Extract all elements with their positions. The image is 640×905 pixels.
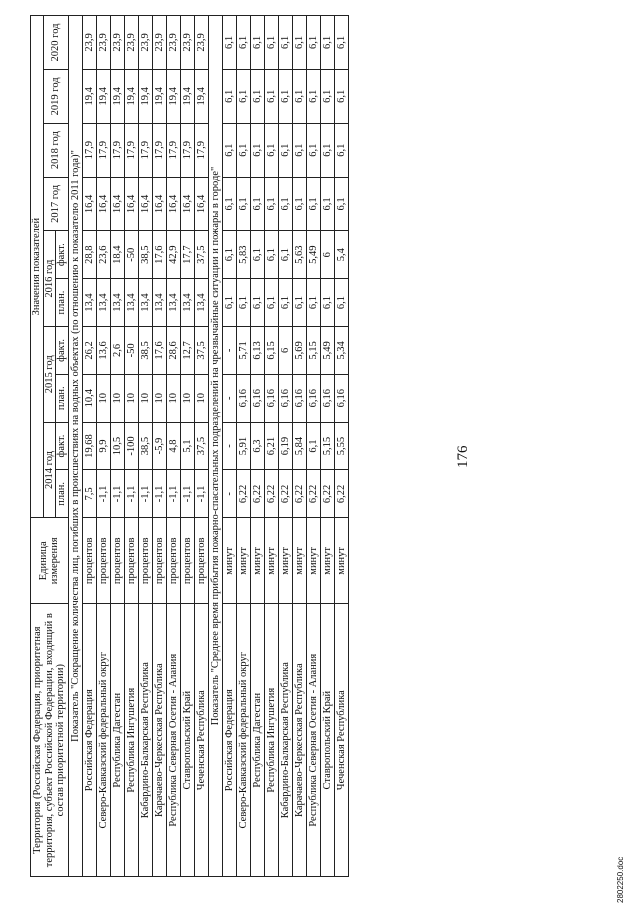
value-cell: 38,5 (138, 231, 152, 279)
value-cell: 13,4 (152, 279, 166, 327)
value-cell: 38,5 (138, 422, 152, 470)
value-cell: 37,5 (194, 231, 208, 279)
value-cell: 19,4 (110, 69, 124, 123)
value-cell: 6,22 (292, 470, 306, 518)
value-cell: - (222, 374, 236, 422)
value-cell: -1,1 (96, 470, 110, 518)
value-cell: 5,15 (320, 422, 334, 470)
value-cell: 6,1 (250, 279, 264, 327)
document-reference: 2802250.doc (616, 856, 625, 903)
value-cell: 6,16 (264, 374, 278, 422)
territory-cell: Северо-Кавказский федеральный округ (236, 604, 250, 877)
table-row (124, 16, 138, 877)
unit-cell: процентов (152, 518, 166, 604)
value-cell: 6,1 (334, 16, 348, 70)
value-cell: 6,22 (264, 470, 278, 518)
value-cell: 6,1 (222, 231, 236, 279)
value-cell: 23,9 (180, 16, 194, 70)
value-cell: 16,4 (152, 177, 166, 231)
unit-cell: минут (278, 518, 292, 604)
value-cell: -50 (124, 231, 138, 279)
value-cell: 6,1 (236, 16, 250, 70)
value-cell: 5,91 (236, 422, 250, 470)
header-year-2018: 2018 год (43, 123, 68, 177)
value-cell: 6,1 (278, 123, 292, 177)
value-cell: 10,5 (110, 422, 124, 470)
value-cell: 6,1 (334, 279, 348, 327)
value-cell: 5,15 (306, 326, 320, 374)
value-cell: 6,1 (278, 177, 292, 231)
value-cell: -1,1 (166, 470, 180, 518)
table-row (264, 16, 278, 877)
value-cell: 6,1 (236, 69, 250, 123)
value-cell: 17,9 (166, 123, 180, 177)
header-plan: план. (56, 374, 69, 422)
territory-cell: Республика Ингушетия (264, 604, 278, 877)
value-cell: 19,4 (82, 69, 96, 123)
value-cell: 23,6 (96, 231, 110, 279)
value-cell: 6,3 (250, 422, 264, 470)
value-cell: 17,7 (180, 231, 194, 279)
value-cell: 6,1 (320, 177, 334, 231)
value-cell: 17,6 (152, 326, 166, 374)
value-cell: 6,1 (320, 16, 334, 70)
value-cell: 6,21 (264, 422, 278, 470)
unit-cell: минут (236, 518, 250, 604)
header-plan: план. (56, 470, 69, 518)
value-cell: 13,4 (82, 279, 96, 327)
value-cell: 6,1 (306, 422, 320, 470)
value-cell: 13,4 (194, 279, 208, 327)
territory-cell: Республика Дагестан (110, 604, 124, 877)
value-cell: 6 (320, 231, 334, 279)
value-cell: -1,1 (180, 470, 194, 518)
value-cell: 19,4 (124, 69, 138, 123)
value-cell: 6,1 (334, 177, 348, 231)
territory-cell: Чеченская Республика (334, 604, 348, 877)
value-cell: 6,15 (264, 326, 278, 374)
unit-cell: процентов (124, 518, 138, 604)
territory-cell: Карачаево-Черкесская Республика (152, 604, 166, 877)
header-year-2015: 2015 год (43, 326, 56, 422)
table-row (96, 16, 110, 877)
value-cell: 6,1 (292, 123, 306, 177)
value-cell: 6,1 (222, 177, 236, 231)
value-cell: 6,1 (320, 69, 334, 123)
value-cell: 18,4 (110, 231, 124, 279)
value-cell: 6,16 (278, 374, 292, 422)
value-cell: 6,1 (264, 123, 278, 177)
table-row (334, 16, 348, 877)
territory-cell: Республика Северная Осетия - Алания (166, 604, 180, 877)
header-year-2014: 2014 год (43, 422, 56, 518)
table-row (82, 16, 96, 877)
value-cell: 6,1 (292, 69, 306, 123)
value-cell: 23,9 (166, 16, 180, 70)
value-cell: 5,83 (236, 231, 250, 279)
table-row (194, 16, 208, 877)
value-cell: 6,1 (278, 279, 292, 327)
header-year-2016: 2016 год (43, 231, 56, 327)
value-cell: 5,49 (306, 231, 320, 279)
value-cell: 6,1 (250, 123, 264, 177)
table-row (180, 16, 194, 877)
value-cell: 19,4 (96, 69, 110, 123)
value-cell: 6,1 (306, 123, 320, 177)
value-cell: 6,22 (250, 470, 264, 518)
value-cell: 6,16 (306, 374, 320, 422)
value-cell: 6,1 (222, 16, 236, 70)
table-row (278, 16, 292, 877)
header-fact: факт. (56, 422, 69, 470)
unit-cell: минут (250, 518, 264, 604)
value-cell: 13,4 (138, 279, 152, 327)
value-cell: 13,4 (96, 279, 110, 327)
value-cell: 6,1 (264, 279, 278, 327)
indicators-table (30, 15, 349, 877)
value-cell: 6,1 (222, 69, 236, 123)
value-cell: 6,19 (278, 422, 292, 470)
table-row (138, 16, 152, 877)
value-cell: 42,9 (166, 231, 180, 279)
value-cell: 10 (166, 374, 180, 422)
value-cell: 37,5 (194, 422, 208, 470)
value-cell: 6,1 (236, 279, 250, 327)
value-cell: - (222, 422, 236, 470)
value-cell: 10,4 (82, 374, 96, 422)
value-cell: 6,1 (222, 123, 236, 177)
value-cell: 6,1 (334, 69, 348, 123)
value-cell: 10 (110, 374, 124, 422)
value-cell: 6,1 (264, 16, 278, 70)
section-row (68, 16, 82, 877)
header-unit: Единица измерения (31, 518, 69, 604)
page-number: 176 (455, 445, 471, 468)
value-cell: 5,55 (334, 422, 348, 470)
value-cell: 13,4 (180, 279, 194, 327)
value-cell: 6,1 (320, 279, 334, 327)
header-year-2017: 2017 год (43, 177, 68, 231)
value-cell: -1,1 (124, 470, 138, 518)
territory-cell: Чеченская Республика (194, 604, 208, 877)
value-cell: 16,4 (180, 177, 194, 231)
unit-cell: минут (320, 518, 334, 604)
value-cell: 19,4 (166, 69, 180, 123)
unit-cell: минут (292, 518, 306, 604)
value-cell: 5,84 (292, 422, 306, 470)
value-cell: 17,9 (82, 123, 96, 177)
value-cell: 6,1 (306, 177, 320, 231)
value-cell: 6,1 (278, 231, 292, 279)
value-cell: 6,16 (236, 374, 250, 422)
table-row (152, 16, 166, 877)
unit-cell: процентов (166, 518, 180, 604)
territory-cell: Республика Дагестан (250, 604, 264, 877)
value-cell: 17,9 (180, 123, 194, 177)
value-cell: 6,13 (250, 326, 264, 374)
value-cell: 16,4 (124, 177, 138, 231)
value-cell: 37,5 (194, 326, 208, 374)
table-row (110, 16, 124, 877)
value-cell: 5,49 (320, 326, 334, 374)
table-row (250, 16, 264, 877)
value-cell: 13,4 (124, 279, 138, 327)
value-cell: 16,4 (82, 177, 96, 231)
territory-cell: Ставропольский Край (320, 604, 334, 877)
territory-cell: Ставропольский Край (180, 604, 194, 877)
value-cell: 6,22 (306, 470, 320, 518)
value-cell: 19,4 (152, 69, 166, 123)
value-cell: 6,1 (250, 177, 264, 231)
table-header (31, 16, 69, 877)
value-cell: 6,1 (250, 231, 264, 279)
value-cell: -1,1 (110, 470, 124, 518)
header-territory: Территория (Российская Федерация, приоритетная территория, субъект Российской Федерации, входящий в состав приоритетной территории) (31, 604, 69, 877)
territory-cell: Северо-Кавказский федеральный округ (96, 604, 110, 877)
header-year-2020: 2020 год (43, 16, 68, 70)
value-cell: 6,1 (320, 123, 334, 177)
value-cell: - (222, 470, 236, 518)
section-title: Показатель "Среднее время прибытия пожарно-спасательных подразделений на чрезвычайные ситуации и пожары в городе" (208, 16, 222, 877)
value-cell: 6,1 (292, 177, 306, 231)
value-cell: 17,9 (110, 123, 124, 177)
value-cell: 10 (194, 374, 208, 422)
value-cell: 17,9 (152, 123, 166, 177)
value-cell: 10 (180, 374, 194, 422)
value-cell: 6,1 (292, 279, 306, 327)
table-row (166, 16, 180, 877)
value-cell: 6,1 (306, 16, 320, 70)
value-cell: 28,6 (166, 326, 180, 374)
territory-cell: Республика Ингушетия (124, 604, 138, 877)
value-cell: 23,9 (82, 16, 96, 70)
value-cell: 6,1 (278, 69, 292, 123)
value-cell: 16,4 (194, 177, 208, 231)
value-cell: 4,8 (166, 422, 180, 470)
value-cell: -100 (124, 422, 138, 470)
value-cell: 6,1 (334, 123, 348, 177)
value-cell: -1,1 (152, 470, 166, 518)
value-cell: 10 (152, 374, 166, 422)
header-fact: факт. (56, 231, 69, 279)
table-row (292, 16, 306, 877)
value-cell: 16,4 (110, 177, 124, 231)
value-cell: 17,9 (138, 123, 152, 177)
value-cell: 13,4 (166, 279, 180, 327)
value-cell: 5,71 (236, 326, 250, 374)
territory-cell: Российская Федерация (82, 604, 96, 877)
value-cell: 10 (138, 374, 152, 422)
value-cell: 6,1 (278, 16, 292, 70)
unit-cell: минут (222, 518, 236, 604)
value-cell: 6,1 (306, 279, 320, 327)
value-cell: 6,16 (334, 374, 348, 422)
header-fact: факт. (56, 326, 69, 374)
unit-cell: минут (264, 518, 278, 604)
territory-cell: Республика Северная Осетия - Алания (306, 604, 320, 877)
value-cell: 6,1 (236, 177, 250, 231)
value-cell: 2,6 (110, 326, 124, 374)
value-cell: 6,1 (222, 279, 236, 327)
value-cell: 5,1 (180, 422, 194, 470)
value-cell: 6,22 (320, 470, 334, 518)
value-cell: 17,9 (124, 123, 138, 177)
value-cell: 23,9 (138, 16, 152, 70)
value-cell: 6,1 (264, 69, 278, 123)
unit-cell: процентов (194, 518, 208, 604)
value-cell: 10 (124, 374, 138, 422)
value-cell: 6,22 (278, 470, 292, 518)
value-cell: 6,1 (292, 16, 306, 70)
value-cell: 6,22 (334, 470, 348, 518)
value-cell: 23,9 (194, 16, 208, 70)
value-cell: 5,4 (334, 231, 348, 279)
value-cell: 6 (278, 326, 292, 374)
territory-cell: Кабардино-Балкарская Республика (138, 604, 152, 877)
unit-cell: процентов (110, 518, 124, 604)
value-cell: 5,63 (292, 231, 306, 279)
value-cell: -5,9 (152, 422, 166, 470)
value-cell: 7,5 (82, 470, 96, 518)
header-plan: план. (56, 279, 69, 327)
value-cell: 6,1 (306, 69, 320, 123)
value-cell: 19,68 (82, 422, 96, 470)
value-cell: 26,2 (82, 326, 96, 374)
value-cell: 23,9 (96, 16, 110, 70)
value-cell: 16,4 (166, 177, 180, 231)
table-row (236, 16, 250, 877)
value-cell: 19,4 (180, 69, 194, 123)
section-row (208, 16, 222, 877)
value-cell: 6,1 (250, 16, 264, 70)
section-title: Показатель "Сокращение количества лиц, погибших в происшествиях на водных объектах (по отношению к показателю 2011 года)" (68, 16, 82, 877)
value-cell: 6,16 (292, 374, 306, 422)
unit-cell: минут (334, 518, 348, 604)
value-cell: 6,22 (236, 470, 250, 518)
value-cell: -50 (124, 326, 138, 374)
value-cell: -1,1 (194, 470, 208, 518)
value-cell: 23,9 (152, 16, 166, 70)
value-cell: 6,1 (264, 177, 278, 231)
table-row (222, 16, 236, 877)
header-values: Значения показателей (31, 16, 44, 518)
value-cell: 23,9 (110, 16, 124, 70)
value-cell: 19,4 (194, 69, 208, 123)
value-cell: -1,1 (138, 470, 152, 518)
value-cell: 10 (96, 374, 110, 422)
value-cell: 19,4 (138, 69, 152, 123)
value-cell: 6,16 (320, 374, 334, 422)
unit-cell: минут (306, 518, 320, 604)
value-cell: - (222, 326, 236, 374)
value-cell: 23,9 (124, 16, 138, 70)
value-cell: 13,6 (96, 326, 110, 374)
territory-cell: Карачаево-Черкесская Республика (292, 604, 306, 877)
value-cell: 28,8 (82, 231, 96, 279)
unit-cell: процентов (82, 518, 96, 604)
value-cell: 16,4 (138, 177, 152, 231)
territory-cell: Кабардино-Балкарская Республика (278, 604, 292, 877)
value-cell: 5,34 (334, 326, 348, 374)
unit-cell: процентов (138, 518, 152, 604)
value-cell: 16,4 (96, 177, 110, 231)
value-cell: 6,1 (236, 123, 250, 177)
value-cell: 13,4 (110, 279, 124, 327)
header-year-2019: 2019 год (43, 69, 68, 123)
value-cell: 17,9 (96, 123, 110, 177)
value-cell: 17,6 (152, 231, 166, 279)
value-cell: 38,5 (138, 326, 152, 374)
value-cell: 9,9 (96, 422, 110, 470)
value-cell: 5,69 (292, 326, 306, 374)
table-row (306, 16, 320, 877)
table-body (68, 16, 348, 877)
unit-cell: процентов (96, 518, 110, 604)
value-cell: 6,16 (250, 374, 264, 422)
value-cell: 6,1 (264, 231, 278, 279)
value-cell: 17,9 (194, 123, 208, 177)
table-row (320, 16, 334, 877)
value-cell: 6,1 (250, 69, 264, 123)
value-cell: 12,7 (180, 326, 194, 374)
territory-cell: Российская Федерация (222, 604, 236, 877)
unit-cell: процентов (180, 518, 194, 604)
